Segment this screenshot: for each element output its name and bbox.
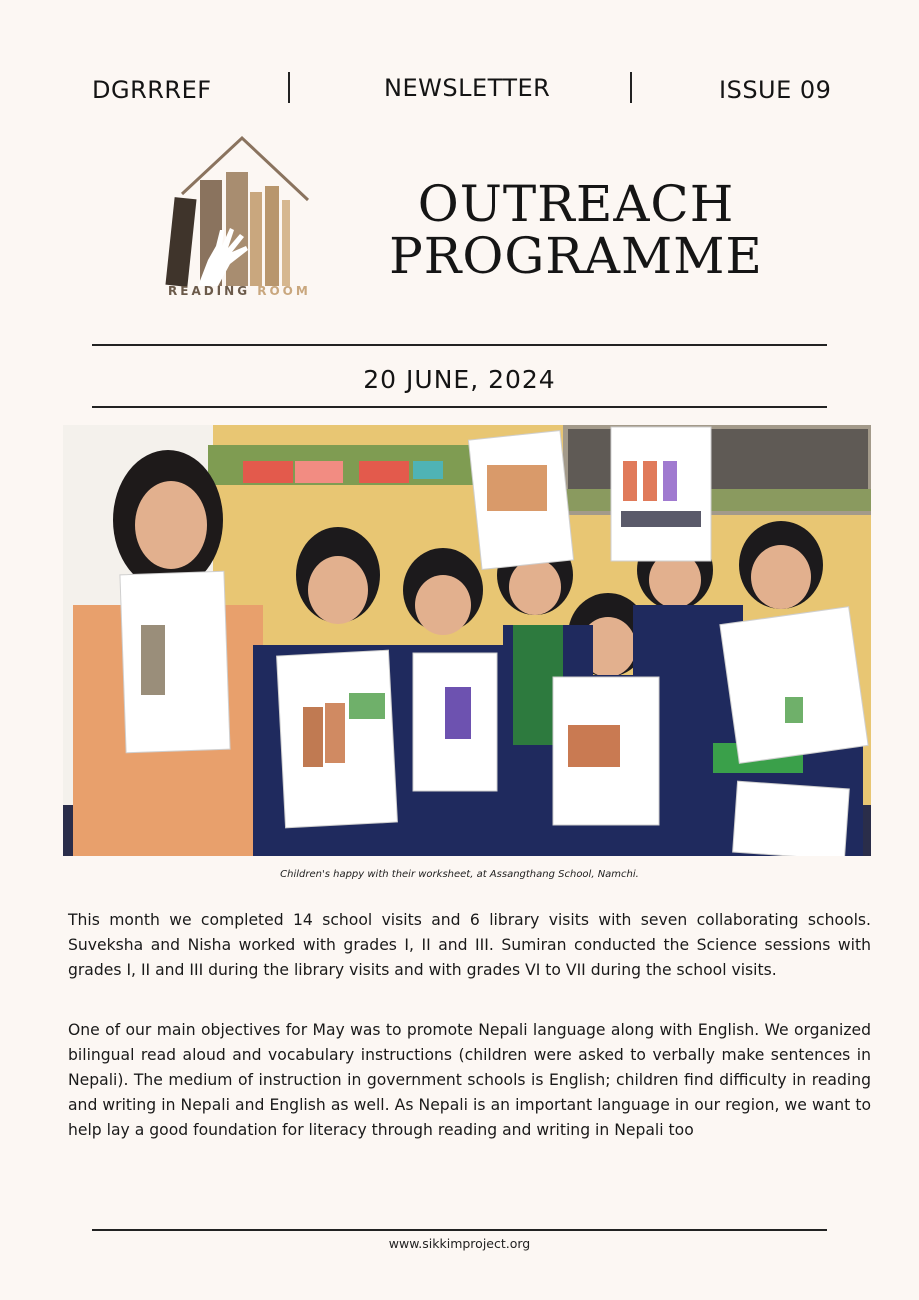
children-worksheet-photo: [63, 425, 871, 856]
header-divider: [288, 72, 290, 103]
body-paragraph-2: One of our main objectives for May was to promote Nepali language along with English. We organized bilingual read aloud and vocabulary instructions (children were asked to verbally make sentences in Nepali). The medium of instruction in government schools is English; children find difficulty in reading and writing in Nepali and English as well. As Nepali is an important language in our region, we want to help lay a good foundation for literacy through reading and writing in Nepali too: [68, 1021, 871, 1139]
logo-wordmark: READING ROOM: [168, 284, 311, 298]
footer-divider: [92, 1229, 827, 1231]
header-divider: [630, 72, 632, 103]
issue-number: ISSUE 09: [719, 76, 832, 104]
reading-room-logo: [160, 134, 320, 304]
page-title: [386, 175, 766, 285]
body-paragraph-1: This month we completed 14 school visits and 6 library visits with seven collaborating schools. Suveksha and Nisha worked with grades I, II and III. Sumiran conducted the Science sessions with grades I, II and III during the library visits and with grades VI to VII during the school visits.: [68, 911, 871, 979]
divider-line: [92, 344, 827, 346]
photo-caption: Children's happy with their worksheet, at Assangthang School, Namchi.: [280, 869, 639, 880]
title-line-2: PROGRAMME: [389, 227, 763, 285]
title-line-1: OUTREACH: [417, 175, 735, 233]
newsletter-label: NEWSLETTER: [384, 74, 551, 102]
divider-line: [92, 406, 827, 408]
issue-date: 20 JUNE, 2024: [363, 365, 556, 394]
footer-url[interactable]: www.sikkimproject.org: [388, 1236, 531, 1251]
org-name: DGRRREF: [92, 76, 212, 104]
